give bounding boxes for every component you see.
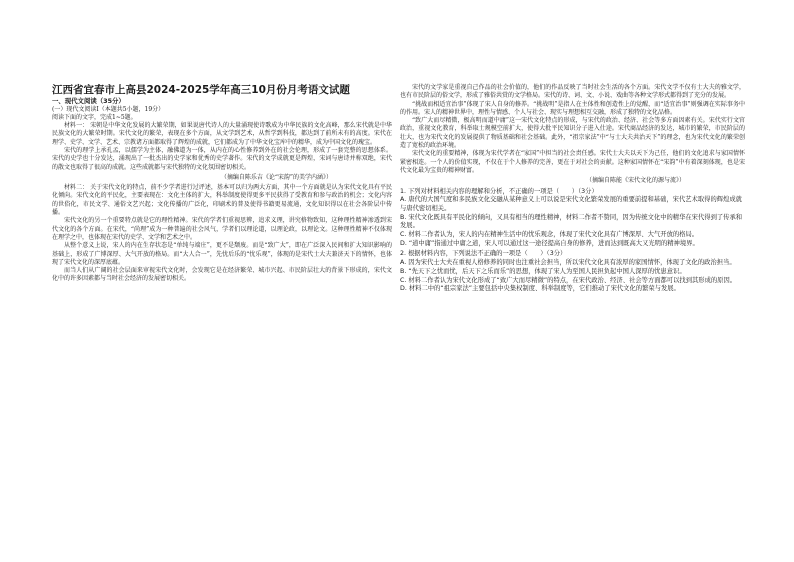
paragraph: 而当人们从广阔的社会层面来审视宋代文化时，会发现它是在经济繁荣、城市兴起、市民阶层壮大的背景下形成的，宋代文化中的许多因素都与当时社会经济的发展密切相关。 [52,267,392,283]
answer-option: C. 材料二作者认为，宋人的内在精神生活中的忧乐观念，体现了宋代文化具有广博深厚、大气开放的格局。 [400,231,699,239]
answer-option: A. 唐代的大国气度和多民族文化交融从某种意义上可以说是宋代文化繁荣发展的重要前提和基础，宋代艺术取得的辉煌成就与唐代密切相关。 [400,196,742,212]
section-subheading: (一）现代文阅读Ⅰ（本题共5小题，19分） [52,105,165,113]
right-column [400,84,745,294]
question-stem: 2. 根据材料内容，下列说法不正确的一项是（ ）（3分） [400,250,567,258]
paragraph: 从整个意义上说，宋人的内在生存状态是“单纯与端庄”，更不是颓废。而是“致广大”，即在广泛深入民间和扩大知识影响的基础上，形成了广博深厚、大气开放的格局。而“大人合一”，先忧后乐的“忧乐观”，体现的是宋代士大夫兼济天下的情怀，也体现了宋代文化的深厚底蕴。 [52,242,392,266]
question-stem: 1. 下列对材料相关内容的理解和分析，不正确的一项是（ ）（3分） [400,187,598,195]
source-note: （摘编自陈能《宋代文化的源与流》） [585,177,685,185]
paragraph: “致广大而尽精微，极高明而道中庸”这一宋代文化特点的形成，与宋代的政治、经济、社会等多方面因素有关。宋代实行文官政治，重视文化教育，科举取士规模空前扩大，使得大批平民知识分子进入仕途。宋代商品经济的发达，城市的繁荣，市民阶层的壮大，也为宋代文化的发展提供了物质基础和社会基础。此外，“祖宗家法”中“与士大夫共治天下”的理念，也为宋代文化的繁荣创造了宽松的政治环境。 [400,117,745,150]
document-title: 江西省宜春市上高县2024-2025学年高三10月份月考语文试题 [52,84,350,96]
answer-option: B. “先天下之忧而忧，后天下之乐而乐”的思想，体现了宋人为至国人民担负起中国人深厚的忧患意识。 [400,267,686,275]
answer-option: C. 材料二作者认为宋代文化形成了“致广大而尽精微”的特点，在宋代政治、经济、社会等方面都可以找到其形成的原因。 [400,276,737,284]
instruction: 阅读下面的文字，完成1~5题。 [52,113,137,121]
paragraph: 宋代文化的重要精神，体现为宋代学者在“家国”中担当的社会责任感。宋代士大夫以天下为己任，他们的文化追求与家国情怀紧密相连。一个人的价值实现，不仅在于个人修养的完善，更在于对社会的贡献。这种家国情怀在“宋韵”中有着深刻体现，也是宋代文化最为宝贵的精神财富。 [400,150,745,174]
answer-option: D. “道中庸”指通过中庸之道，宋人可以通过这一途径提高自身的修养，进而达到既高大又光明的精神境界。 [400,239,699,247]
answer-option: B. 宋代文化既具有平民化的倾向，又具有相当的理性精神，材料二作者不赞同，因为传统文化中的精华在宋代得到了传承和发展。 [400,213,743,230]
paragraph: 宋代的文学家是重视自己作品的社会价值的，他们的作品反映了当时社会生活的各个方面。宋代文学不仅有士大夫的雅文学，也有市民阶层的俗文学，形成了雅俗共赏的文学格局。宋代的诗、词、文、小说、戏曲等各种文学形式都得到了充分的发展。 [400,84,745,100]
answer-option: A. 因为宋代士大夫在重视人格修养的同时也注重社会担当，所以宋代文化具有浓厚的家国情怀，体现了文化的政治担当。 [400,259,736,267]
answer-option: D. 材料二中的“祖宗家法”主要包括中央集权制度、科举制度等，它们推动了宋代文化的繁荣与发展。 [400,285,680,293]
paragraph: 材料一： 宋朝是中华文化发展的大繁荣期，如果说唐代诗人的大量涌现使诗歌成为中华民族的文化高峰，那么宋代就是中华民族文化的大繁荣时期。宋代文化的繁荣，表现在多个方面，从文学到艺术，从哲学到科技，都达到了前所未有的高度。宋代在理学、史学、文学、艺术、宗教诸方面都取得了辉煌的成就，它们都成为了中华文化宝库中的精华，成为中国文化的瑰宝。 [52,122,392,146]
source-note: （摘编自陈乐吉《论“宋韵”的美学内涵》） [220,173,332,181]
left-column [52,84,392,284]
section-heading: 一、现代文阅读（35分） [52,97,125,105]
paragraph: “挑战而相适宜治事”体现了宋人自身的修养。“挑战明”是指人在主体性和创造性上的觉醒，而“适宜治事”则强调在实际事务中的作用。宋人的精神世界中，理性与情感、个人与社会、现实与理想相互交融，形成了独特的文化品格。 [400,100,745,116]
paragraph: 材料二： 关于宋代文化的特点，前不少学者进行过评述，基本可以归为两大方面，其中一个方面就是认为宋代文化具有平民化倾向。宋代文化的平民化，主要表现在：文化主体的扩大，科举制度使得更多平民获得了受教育和参与政治的机会；文化内容的世俗化，市民文学、通俗文艺兴起；文化传播的广泛化，印刷术的普及使得书籍更易流通，文化知识得以在社会各阶层中传播。 [52,184,392,217]
paragraph: 宋代的理学上承孔孟，以儒学为主体，融佛道为一体，从内在的心性修养到外在的社会伦理，形成了一套完整的思想体系。宋代的史学也十分发达，涌现出了一批杰出的史学家和优秀的史学著作。宋代的文学成就更是辉煌，宋词与唐诗并称双绝，宋代的散文也取得了很高的成就。这些成就都与宋代独特的文化氛围密切相关。 [52,146,392,171]
paragraph: 宋代文化的另一个重要特点就是它的理性精神。宋代的学者们重视思辨，追求义理，讲究格物致知，这种理性精神渗透到宋代文化的各个方面。在宋代，“尚理”成为一种普遍的社会风气，学者们以理论道，以理论政，以理论文。这种理性精神不仅体现在理学之中，也体现在宋代的史学、文学和艺术之中。 [52,217,392,241]
